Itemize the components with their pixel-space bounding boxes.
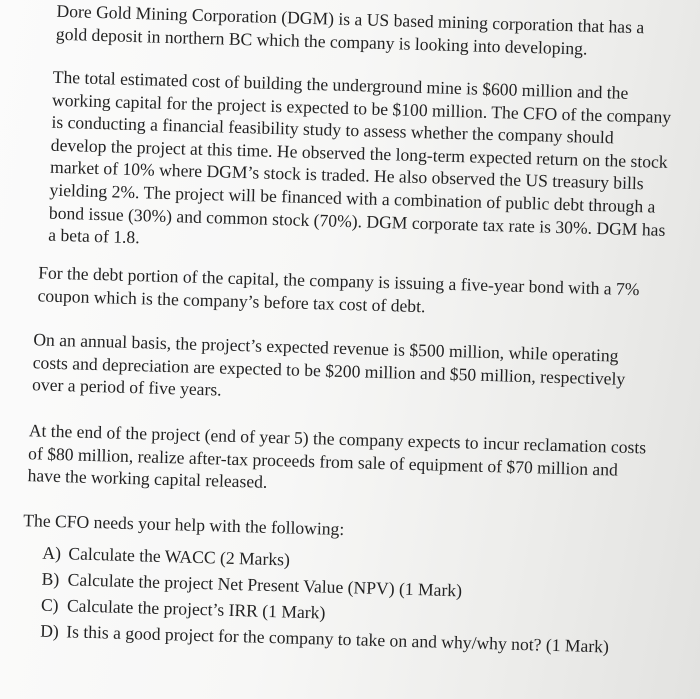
end-of-project-paragraph: At the end of the project (end of year 5) the company expects to incur reclamation costs of $80 million, realize after-tax proceeds from sale of equipment of $70 million and have the working capital released. [27, 420, 647, 493]
task-letter: A) [42, 542, 62, 564]
intro-paragraph: Dore Gold Mining Corporation (DGM) is a US based mining corporation that has a gold deposit in northern BC which the company is looking into developing. [55, 0, 645, 59]
task-letter: C) [40, 594, 59, 616]
task-text: Is this a good project for the company to take on and why/why not? (1 Mark) [65, 621, 610, 657]
cfo-request-paragraph: The CFO needs your help with the following: [23, 510, 345, 540]
task-list [40, 540, 643, 661]
task-letter: D) [39, 620, 60, 642]
revenue-paragraph: On an annual basis, the project’s expected revenue is $500 million, while operating costs and depreciation are expected to be $200 million and $50 million, respectively over a period of five years. [31, 329, 626, 400]
task-letter: B) [41, 568, 60, 590]
task-text: Calculate the project’s IRR (1 Mark) [66, 595, 326, 623]
project-details-paragraph: The total estimated cost of building the underground mine is $600 million and the working capital for the project is expected to be $100 million. The CFO of the company is conducting a financial feasibility study to assess whether the company should develop the project at this time. He observed the long-term expected return on the stock market of 10% where DGM’s stock is traded. He also observed the US treasury bills yielding 2%. The project will be financed with a combination of public debt through a bond issue (30%) and common stock (70%). DGM corporate tax rate is 30%. DGM has a beta of 1.8. [48, 66, 672, 248]
task-text: Calculate the project Net Present Value (NPV) (1 Mark) [67, 569, 463, 601]
task-text: Calculate the WACC (2 Marks) [68, 543, 291, 570]
debt-paragraph: For the debt portion of the capital, the company is issuing a five-year bond with a 7% coupon which is the company’s before tax cost of debt. [37, 262, 640, 316]
